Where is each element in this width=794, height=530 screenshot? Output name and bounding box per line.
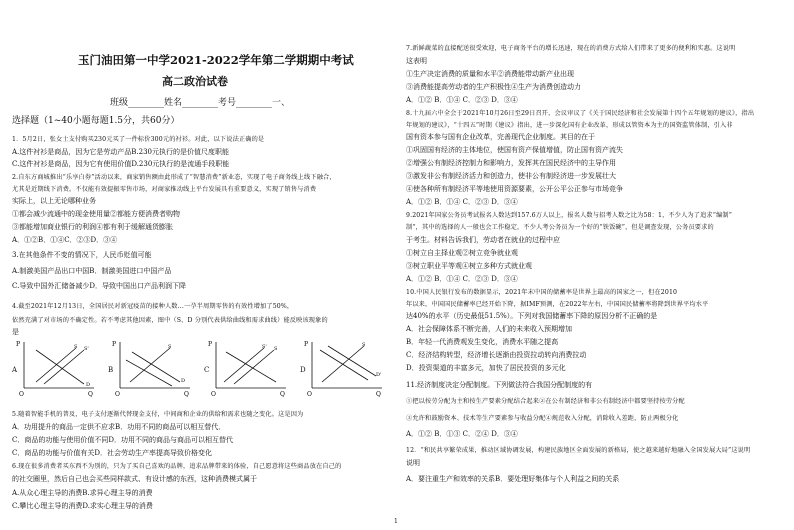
supply-demand-graph-b [110,338,192,400]
left-line: 依然充满了对市场的不确定性。若不考虑其他因素，图中（S、D 分别代表供给曲线和需求曲线）能反映该现象的 [12,317,328,324]
right-line: ④使各种所有制经济平等地使用资源要素，公开公平公正参与市场竞争 [406,185,623,193]
svg-text:S: S [74,344,78,350]
left-line: 6.现在很多消费者买东西不为别的，只为了买自己喜欢的品牌，追求品牌带来的体验，自己愿意将这些商品放在自己的 [12,463,342,470]
graph-d-svg [302,338,384,400]
right-line: 7.新鲜蔬菜的直接配送很受欢迎，电子商务平台的增长迅速，现在的消费方式给人们带来了更多的便利和实惠。这说明 [406,45,736,52]
right-line: A．①② B．①④ C．②③ D．③④ [406,198,518,206]
right-line: 年规划的建议》，“十四五”时期《建议》指出，进一步深化国有企业改革，形成以管资本为主的国资监管体制，引入非 [406,122,733,129]
right-line: A．①② B．①③ C．②④ D．③④ [406,430,518,438]
svg-text:O: O [307,391,312,398]
right-line: ③树立职业平等观④树立多种方式就业观 [406,262,532,270]
graph-label-a: A [12,366,18,374]
svg-text:Q: Q [88,391,93,398]
left-line: A.制激美国产品出口中国B．制激美国进口中国产品 [12,267,172,275]
svg-text:S': S' [262,344,267,350]
left-line: C.攀比心理主导的消费D.求实心理主导的消费 [12,502,153,510]
left-line: C.导致中国外汇储备减少D．导致中国出口产品利润下降 [12,282,186,290]
left-line: 2.自东方商城推出“乐享白券”活动以来，商家销售额由此形成了“智慧消费”新业态，实现了电子商务线上线下融合， [12,174,336,181]
graph-a-svg [14,338,96,400]
svg-text:S: S [362,342,366,348]
right-line: 9.2021年国家公务员考试报名人数达到157.6万人以上，报名人数与招考人数之比为58：1，不少人为了追求“编制” [406,212,733,219]
right-line: 达40%的水平（历史最低51.5%）。下列对我国储蓄率下降的原因分析不正确的是 [406,312,658,320]
svg-text:S: S [274,346,278,352]
left-line: 5.随着智能手机的普及，电子支付逐渐代替现金支付，中间商和企业的供给和需求也随之变化。这是因为 [12,411,304,418]
left-line: ③都能增加商业银行的利润④都有利于缓解通货膨胀 [12,223,173,231]
left-line: 4.截至2021年12月13日，全国居民对新冠疫苗的接种人数...一孕半周期零售的有效性增加了50%， [12,303,294,310]
right-line: ①把以按劳分配为主和按生产要素分配结合起来②在公有制经济和非公有制经济中都要坚持按劳分配 [406,398,685,405]
right-line: 8.十九届六中全会于2021年10月26日至29日召开，会议审议了《关于国民经济和社会发展第十四个五年规划的建议》，指出 [406,110,755,117]
svg-text:O: O [19,391,24,398]
right-line: 10.中国人民银行发布的数据显示，2021年末中国的储蓄率是世界上最高的国家之一，但在2010 [406,289,678,296]
svg-text:Q: Q [184,391,189,398]
graph-label-d: D [300,366,306,374]
supply-demand-graph-a [14,338,96,400]
right-line: ②增强公有制经济控制力和影响力，发挥其在国民经济中的主导作用 [406,159,616,167]
right-line: 这表明 [406,57,427,65]
right-line: ③激发非公有制经济活力和创造力，使非公有制经济进一步发展壮大 [406,172,616,180]
svg-text:D: D [86,382,91,388]
svg-text:Q: Q [280,391,285,398]
section-heading: 选择题（1~40小题每题1.5分，共60分） [12,116,180,126]
svg-text:P: P [304,341,309,348]
svg-text:P: P [112,341,117,348]
right-line: ③消费能提高劳动者的生产积极性④生产为消费创造动力 [406,83,581,91]
svg-text:O: O [115,391,120,398]
left-line: 1．5月2日，张女士支付购买230元买了一件标价300元的衬衫。对此，以下说法正确的是 [12,136,265,143]
right-line: D．投资渠道的丰富多元，加快了居民投资的多元化 [406,364,566,372]
left-line: 的社交圈里，然后自己也会买些同样款式、有设计感的东西，这种消费模式属于 [12,475,257,483]
left-line: A.这件衬衫是商品，因为它是劳动产品B.230元执行的是价值尺度职能 [12,148,230,156]
graph-label-b: B [108,366,114,374]
svg-text:P: P [208,341,213,348]
student-info-fields: 班级________姓名________考号________一、 [110,98,291,108]
right-line: 于考生。材料告诉我们，劳动者在就业的过程中应 [406,236,560,244]
page-number: 1 [394,518,398,525]
svg-text:D': D' [376,372,382,378]
graph-label-c: C [204,366,210,374]
graph-b-svg [110,338,192,400]
right-line: 说明 [406,459,420,467]
svg-text:S: S [168,344,172,350]
left-line: 尤其是近期线下消费。不仅能有效提振零售市场，对商家推动线上平台发展具有重要意义，实现了销售与消费 [12,186,317,193]
right-line: ①生产决定消费的质量和水平②消费能带动新产业出现 [406,70,574,78]
right-line: ③允许和鼓励资本、技术等生产要素参与收益分配④规范收入分配，消除收入差距，防止两极分化 [406,415,679,422]
right-line: A．要注重生产和效率的关系B．要处理好集体与个人利益之间的关系 [406,475,620,483]
left-line: A．①②B．①④C．②③D．③④ [12,236,118,244]
exam-title: 玉门油田第一中学2021-2022学年第二学期期中考试 [78,53,354,67]
right-line: 制“，其中的选择的人一般也会工作稳定，不少人考公务员为一个好的“铁饭碗”，但是调查发现，公务员要求的 [406,224,714,231]
left-line: A.从众心理主导的消费B.求异心理主导的消费 [12,489,153,497]
left-line: ①都会减少流通中的现金使用量②都能方便消费者购物 [12,210,180,218]
svg-text:O: O [211,391,216,398]
right-column [400,0,794,530]
right-line: 年以来，中国国民储蓄率已经开始下降，据IMF预测，在2022年左右，中国国民储蓄率将降到世界平均水平 [406,301,709,308]
right-line: 国有资本参与国有企业改革，完善现代企业制度。其目的在于 [406,133,595,141]
svg-text:Q: Q [376,391,381,398]
left-line: 3.在其他条件不变的情况下，人民币贬值可能 [12,251,152,259]
right-line: C．经济结构转型，经济增长逐渐由投资拉动转向消费拉动 [406,351,587,359]
svg-text:S': S' [84,346,89,352]
graph-c-svg [206,338,288,400]
right-line: A．社会保障体系不断完善，人们的未来收入预期增加 [406,325,573,333]
svg-text:P: P [16,341,21,348]
right-line: B．年轻一代消费观发生变化，消费水平随之提高 [406,338,559,346]
right-line: 11.经济制度决定分配制度。下列做法符合我国分配制度的有 [406,381,593,389]
left-line: A．功用提升的商品一定供不应求B．功用不同的商品可以相互替代． [12,423,226,431]
left-line: 是 [12,328,19,336]
right-line: ①巩固国有经济的主体地位，使国有资产保值增值，防止国有资产流失 [406,146,623,154]
right-line: ①树立自主择业观②树立竞争就业观 [406,249,518,257]
svg-text:D: D [181,378,186,384]
left-line: 实际上，以上无论哪种业务 [12,197,96,205]
right-line: 12．“和民共享繁荣成果，推动区域协调发展，构建民族地区全面发展的新格局，使之越来越好地融入全国发展大局”这说明 [406,447,751,454]
supply-demand-graph-c [206,338,288,400]
exam-subtitle: 高二政治试卷 [162,75,228,88]
supply-demand-graph-d [302,338,384,400]
left-line: C.这件衬衫是商品，因为它有使用价值D.230元执行的是流通手段职能 [12,160,230,168]
left-line: C．商品的功能与价值有关D．社会劳动生产率提高导致价格变化 [12,449,212,457]
right-line: A．①② B．①④ C．②③ D．③④ [406,96,518,104]
left-line: C．商品的功能与使用价值不同D．功用不同的商品与商品可以相互替代 [12,436,233,444]
right-line: A．①② B．①④ C．②③ D．③④ [406,275,518,283]
